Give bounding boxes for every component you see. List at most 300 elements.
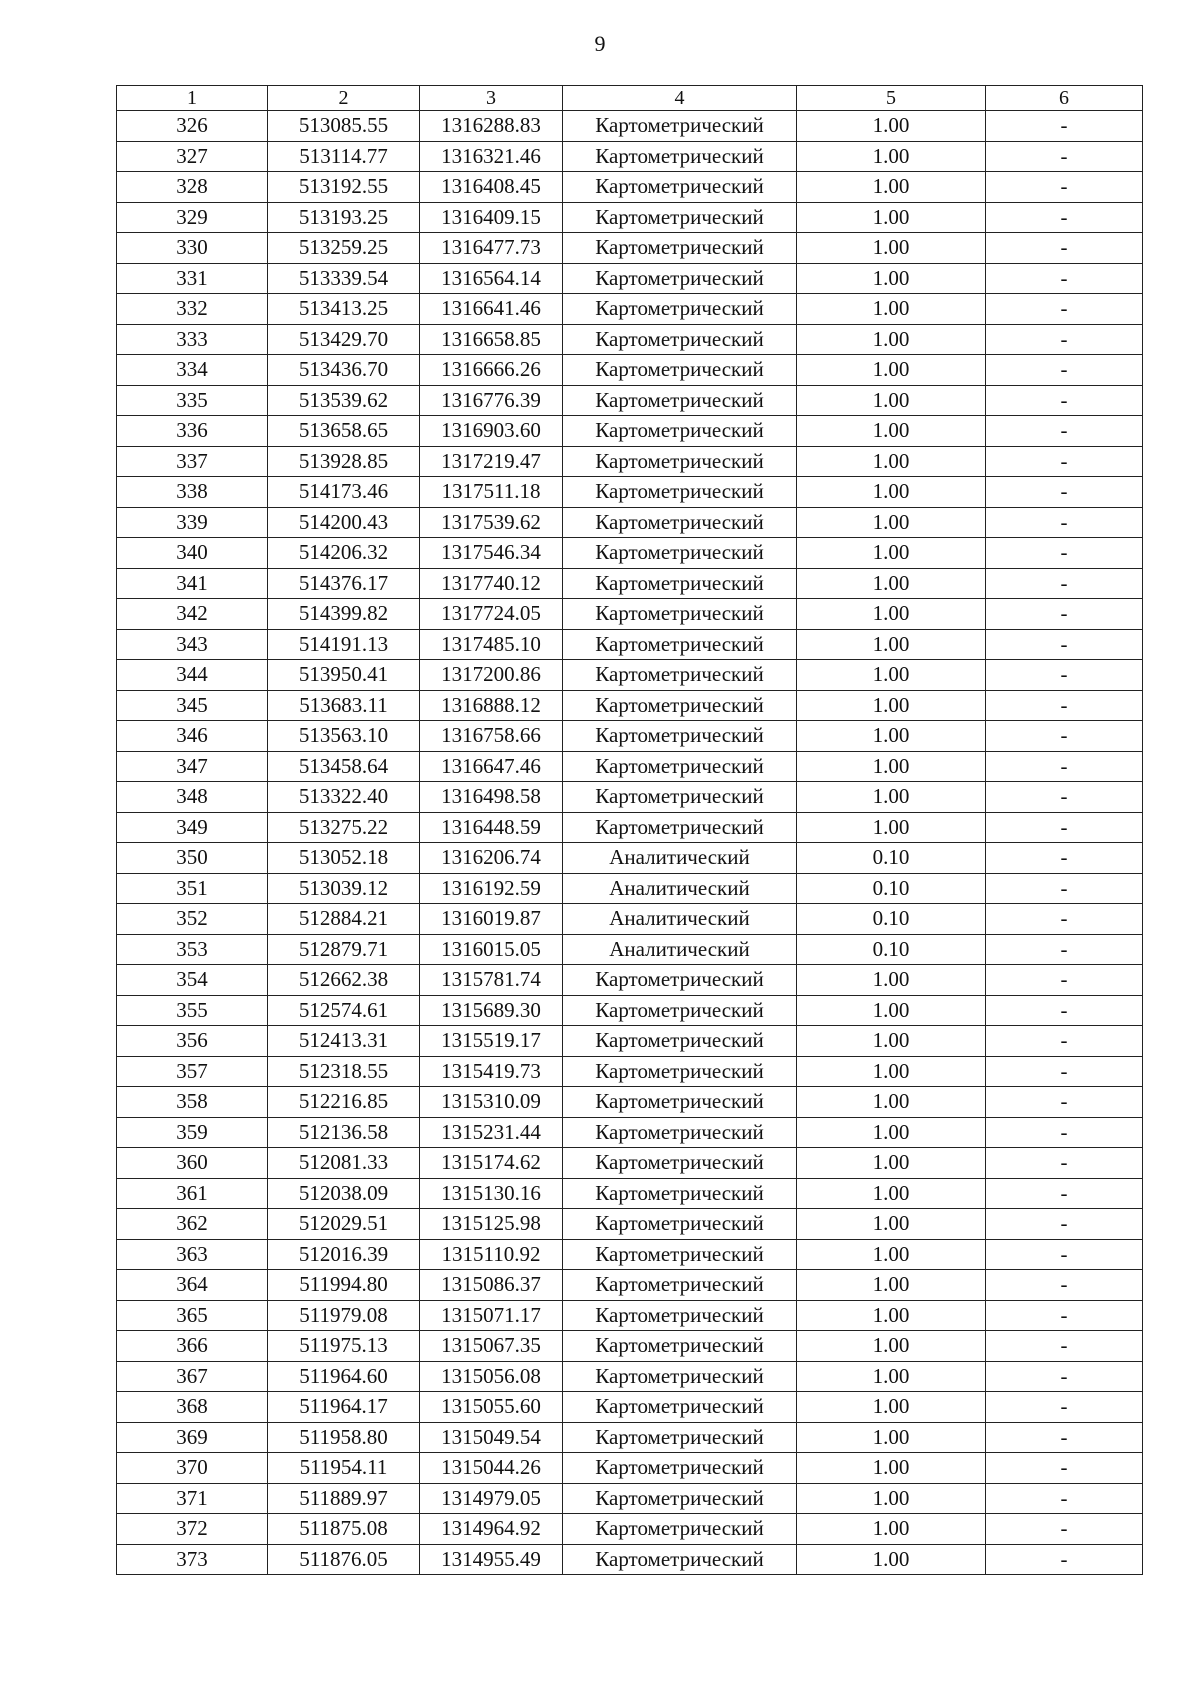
- y-coordinate-cell: 1316321.46: [420, 141, 563, 172]
- method-cell: Картометрический: [563, 507, 797, 538]
- method-cell: Картометрический: [563, 1117, 797, 1148]
- method-cell: Картометрический: [563, 141, 797, 172]
- x-coordinate-cell: 511975.13: [268, 1331, 420, 1362]
- accuracy-cell: 1.00: [797, 1270, 986, 1301]
- y-coordinate-cell: 1316192.59: [420, 873, 563, 904]
- note-cell: -: [986, 1392, 1143, 1423]
- y-coordinate-cell: 1316409.15: [420, 202, 563, 233]
- accuracy-cell: 1.00: [797, 477, 986, 508]
- point-number-cell: 350: [117, 843, 268, 874]
- accuracy-cell: 1.00: [797, 1300, 986, 1331]
- note-cell: -: [986, 263, 1143, 294]
- method-cell: Аналитический: [563, 934, 797, 965]
- point-number-cell: 358: [117, 1087, 268, 1118]
- table-row: [117, 1239, 1143, 1270]
- accuracy-cell: 1.00: [797, 1453, 986, 1484]
- point-number-cell: 361: [117, 1178, 268, 1209]
- coordinates-table: [116, 85, 1143, 1575]
- x-coordinate-cell: 513928.85: [268, 446, 420, 477]
- table-row: [117, 568, 1143, 599]
- header-cell-col-4: 4: [563, 86, 797, 111]
- accuracy-cell: 1.00: [797, 721, 986, 752]
- point-number-cell: 332: [117, 294, 268, 325]
- y-coordinate-cell: 1315781.74: [420, 965, 563, 996]
- accuracy-cell: 1.00: [797, 324, 986, 355]
- point-number-cell: 326: [117, 111, 268, 142]
- method-cell: Картометрический: [563, 294, 797, 325]
- table-row: [117, 751, 1143, 782]
- note-cell: -: [986, 1178, 1143, 1209]
- accuracy-cell: 0.10: [797, 934, 986, 965]
- point-number-cell: 343: [117, 629, 268, 660]
- x-coordinate-cell: 512038.09: [268, 1178, 420, 1209]
- note-cell: -: [986, 1331, 1143, 1362]
- y-coordinate-cell: 1315056.08: [420, 1361, 563, 1392]
- y-coordinate-cell: 1314964.92: [420, 1514, 563, 1545]
- accuracy-cell: 1.00: [797, 141, 986, 172]
- y-coordinate-cell: 1315067.35: [420, 1331, 563, 1362]
- accuracy-cell: 1.00: [797, 660, 986, 691]
- header-cell-col-1: 1: [117, 86, 268, 111]
- point-number-cell: 327: [117, 141, 268, 172]
- accuracy-cell: 1.00: [797, 1514, 986, 1545]
- accuracy-cell: 1.00: [797, 233, 986, 264]
- header-row: [117, 86, 1143, 111]
- accuracy-cell: 0.10: [797, 843, 986, 874]
- note-cell: -: [986, 1361, 1143, 1392]
- method-cell: Картометрический: [563, 568, 797, 599]
- method-cell: Картометрический: [563, 1087, 797, 1118]
- note-cell: -: [986, 1544, 1143, 1575]
- x-coordinate-cell: 514191.13: [268, 629, 420, 660]
- point-number-cell: 347: [117, 751, 268, 782]
- y-coordinate-cell: 1315055.60: [420, 1392, 563, 1423]
- method-cell: Картометрический: [563, 1331, 797, 1362]
- x-coordinate-cell: 511876.05: [268, 1544, 420, 1575]
- accuracy-cell: 1.00: [797, 1209, 986, 1240]
- x-coordinate-cell: 514173.46: [268, 477, 420, 508]
- table-row: [117, 1331, 1143, 1362]
- method-cell: Картометрический: [563, 629, 797, 660]
- accuracy-cell: 1.00: [797, 355, 986, 386]
- method-cell: Картометрический: [563, 599, 797, 630]
- note-cell: -: [986, 782, 1143, 813]
- x-coordinate-cell: 513429.70: [268, 324, 420, 355]
- x-coordinate-cell: 513436.70: [268, 355, 420, 386]
- table-row: [117, 1514, 1143, 1545]
- table-row: [117, 263, 1143, 294]
- point-number-cell: 362: [117, 1209, 268, 1240]
- table-row: [117, 1392, 1143, 1423]
- y-coordinate-cell: 1314979.05: [420, 1483, 563, 1514]
- table-row: [117, 934, 1143, 965]
- note-cell: -: [986, 233, 1143, 264]
- note-cell: -: [986, 751, 1143, 782]
- accuracy-cell: 0.10: [797, 873, 986, 904]
- note-cell: -: [986, 1422, 1143, 1453]
- table-row: [117, 1056, 1143, 1087]
- point-number-cell: 339: [117, 507, 268, 538]
- accuracy-cell: 1.00: [797, 599, 986, 630]
- accuracy-cell: 1.00: [797, 111, 986, 142]
- accuracy-cell: 1.00: [797, 1361, 986, 1392]
- point-number-cell: 356: [117, 1026, 268, 1057]
- table-row: [117, 995, 1143, 1026]
- method-cell: Картометрический: [563, 1422, 797, 1453]
- point-number-cell: 336: [117, 416, 268, 447]
- table-row: [117, 202, 1143, 233]
- note-cell: -: [986, 873, 1143, 904]
- accuracy-cell: 1.00: [797, 1056, 986, 1087]
- x-coordinate-cell: 513114.77: [268, 141, 420, 172]
- accuracy-cell: 1.00: [797, 1483, 986, 1514]
- method-cell: Картометрический: [563, 660, 797, 691]
- point-number-cell: 355: [117, 995, 268, 1026]
- accuracy-cell: 1.00: [797, 1026, 986, 1057]
- table-body: [117, 111, 1143, 1575]
- y-coordinate-cell: 1314955.49: [420, 1544, 563, 1575]
- header-cell-col-3: 3: [420, 86, 563, 111]
- table-row: [117, 1544, 1143, 1575]
- note-cell: -: [986, 202, 1143, 233]
- y-coordinate-cell: 1316408.45: [420, 172, 563, 203]
- y-coordinate-cell: 1315071.17: [420, 1300, 563, 1331]
- x-coordinate-cell: 511954.11: [268, 1453, 420, 1484]
- table-row: [117, 1117, 1143, 1148]
- y-coordinate-cell: 1316448.59: [420, 812, 563, 843]
- table-row: [117, 507, 1143, 538]
- method-cell: Картометрический: [563, 751, 797, 782]
- accuracy-cell: 1.00: [797, 629, 986, 660]
- point-number-cell: 359: [117, 1117, 268, 1148]
- x-coordinate-cell: 514399.82: [268, 599, 420, 630]
- table-row: [117, 1300, 1143, 1331]
- method-cell: Картометрический: [563, 1453, 797, 1484]
- table-row: [117, 385, 1143, 416]
- point-number-cell: 365: [117, 1300, 268, 1331]
- table-row: [117, 782, 1143, 813]
- note-cell: -: [986, 1270, 1143, 1301]
- table-row: [117, 172, 1143, 203]
- table-row: [117, 446, 1143, 477]
- method-cell: Аналитический: [563, 843, 797, 874]
- accuracy-cell: 1.00: [797, 965, 986, 996]
- x-coordinate-cell: 513259.25: [268, 233, 420, 264]
- x-coordinate-cell: 511889.97: [268, 1483, 420, 1514]
- table-row: [117, 904, 1143, 935]
- y-coordinate-cell: 1317200.86: [420, 660, 563, 691]
- point-number-cell: 357: [117, 1056, 268, 1087]
- page-number: 9: [594, 31, 606, 56]
- accuracy-cell: 1.00: [797, 1117, 986, 1148]
- y-coordinate-cell: 1315110.92: [420, 1239, 563, 1270]
- y-coordinate-cell: 1316888.12: [420, 690, 563, 721]
- y-coordinate-cell: 1316658.85: [420, 324, 563, 355]
- table-row: [117, 1270, 1143, 1301]
- x-coordinate-cell: 512081.33: [268, 1148, 420, 1179]
- method-cell: Картометрический: [563, 111, 797, 142]
- note-cell: -: [986, 477, 1143, 508]
- accuracy-cell: 1.00: [797, 172, 986, 203]
- method-cell: Картометрический: [563, 1483, 797, 1514]
- method-cell: Картометрический: [563, 965, 797, 996]
- accuracy-cell: 1.00: [797, 507, 986, 538]
- method-cell: Картометрический: [563, 1178, 797, 1209]
- y-coordinate-cell: 1316498.58: [420, 782, 563, 813]
- note-cell: -: [986, 1453, 1143, 1484]
- method-cell: Картометрический: [563, 416, 797, 447]
- method-cell: Картометрический: [563, 324, 797, 355]
- x-coordinate-cell: 513413.25: [268, 294, 420, 325]
- y-coordinate-cell: 1316903.60: [420, 416, 563, 447]
- x-coordinate-cell: 512136.58: [268, 1117, 420, 1148]
- table-row: [117, 629, 1143, 660]
- method-cell: Картометрический: [563, 385, 797, 416]
- y-coordinate-cell: 1316641.46: [420, 294, 563, 325]
- note-cell: -: [986, 141, 1143, 172]
- y-coordinate-cell: 1315125.98: [420, 1209, 563, 1240]
- y-coordinate-cell: 1316758.66: [420, 721, 563, 752]
- note-cell: -: [986, 1300, 1143, 1331]
- x-coordinate-cell: 514376.17: [268, 568, 420, 599]
- x-coordinate-cell: 511958.80: [268, 1422, 420, 1453]
- note-cell: -: [986, 1026, 1143, 1057]
- point-number-cell: 328: [117, 172, 268, 203]
- accuracy-cell: 1.00: [797, 1392, 986, 1423]
- x-coordinate-cell: 513339.54: [268, 263, 420, 294]
- x-coordinate-cell: 511994.80: [268, 1270, 420, 1301]
- point-number-cell: 351: [117, 873, 268, 904]
- x-coordinate-cell: 514200.43: [268, 507, 420, 538]
- x-coordinate-cell: 513322.40: [268, 782, 420, 813]
- method-cell: Картометрический: [563, 1148, 797, 1179]
- table-row: [117, 294, 1143, 325]
- point-number-cell: 369: [117, 1422, 268, 1453]
- accuracy-cell: 1.00: [797, 1331, 986, 1362]
- y-coordinate-cell: 1315086.37: [420, 1270, 563, 1301]
- point-number-cell: 371: [117, 1483, 268, 1514]
- method-cell: Картометрический: [563, 233, 797, 264]
- x-coordinate-cell: 512016.39: [268, 1239, 420, 1270]
- note-cell: -: [986, 1056, 1143, 1087]
- note-cell: -: [986, 1514, 1143, 1545]
- y-coordinate-cell: 1316019.87: [420, 904, 563, 935]
- x-coordinate-cell: 513950.41: [268, 660, 420, 691]
- note-cell: -: [986, 446, 1143, 477]
- table-row: [117, 233, 1143, 264]
- x-coordinate-cell: 512884.21: [268, 904, 420, 935]
- table-row: [117, 1026, 1143, 1057]
- point-number-cell: 334: [117, 355, 268, 386]
- table-row: [117, 1209, 1143, 1240]
- note-cell: -: [986, 721, 1143, 752]
- note-cell: -: [986, 1483, 1143, 1514]
- note-cell: -: [986, 416, 1143, 447]
- accuracy-cell: 1.00: [797, 1239, 986, 1270]
- note-cell: -: [986, 538, 1143, 569]
- accuracy-cell: 1.00: [797, 782, 986, 813]
- point-number-cell: 354: [117, 965, 268, 996]
- y-coordinate-cell: 1316015.05: [420, 934, 563, 965]
- x-coordinate-cell: 511964.60: [268, 1361, 420, 1392]
- header-cell-col-6: 6: [986, 86, 1143, 111]
- x-coordinate-cell: 513683.11: [268, 690, 420, 721]
- y-coordinate-cell: 1317511.18: [420, 477, 563, 508]
- table-row: [117, 1361, 1143, 1392]
- x-coordinate-cell: 512662.38: [268, 965, 420, 996]
- note-cell: -: [986, 690, 1143, 721]
- accuracy-cell: 1.00: [797, 690, 986, 721]
- point-number-cell: 340: [117, 538, 268, 569]
- note-cell: -: [986, 1087, 1143, 1118]
- point-number-cell: 363: [117, 1239, 268, 1270]
- y-coordinate-cell: 1315419.73: [420, 1056, 563, 1087]
- y-coordinate-cell: 1317539.62: [420, 507, 563, 538]
- table-row: [117, 111, 1143, 142]
- x-coordinate-cell: 511979.08: [268, 1300, 420, 1331]
- accuracy-cell: 1.00: [797, 751, 986, 782]
- point-number-cell: 367: [117, 1361, 268, 1392]
- x-coordinate-cell: 513458.64: [268, 751, 420, 782]
- point-number-cell: 348: [117, 782, 268, 813]
- x-coordinate-cell: 512318.55: [268, 1056, 420, 1087]
- table-row: [117, 690, 1143, 721]
- point-number-cell: 372: [117, 1514, 268, 1545]
- y-coordinate-cell: 1316477.73: [420, 233, 563, 264]
- table-row: [117, 1483, 1143, 1514]
- y-coordinate-cell: 1315519.17: [420, 1026, 563, 1057]
- y-coordinate-cell: 1316776.39: [420, 385, 563, 416]
- note-cell: -: [986, 1148, 1143, 1179]
- table-row: [117, 1453, 1143, 1484]
- y-coordinate-cell: 1317724.05: [420, 599, 563, 630]
- note-cell: -: [986, 599, 1143, 630]
- point-number-cell: 370: [117, 1453, 268, 1484]
- point-number-cell: 333: [117, 324, 268, 355]
- method-cell: Картометрический: [563, 202, 797, 233]
- point-number-cell: 330: [117, 233, 268, 264]
- point-number-cell: 353: [117, 934, 268, 965]
- table-row: [117, 538, 1143, 569]
- table-row: [117, 141, 1143, 172]
- table-row: [117, 873, 1143, 904]
- accuracy-cell: 1.00: [797, 1422, 986, 1453]
- y-coordinate-cell: 1316564.14: [420, 263, 563, 294]
- x-coordinate-cell: 512216.85: [268, 1087, 420, 1118]
- table-row: [117, 1422, 1143, 1453]
- table-row: [117, 1178, 1143, 1209]
- method-cell: Картометрический: [563, 1270, 797, 1301]
- header-cell-col-2: 2: [268, 86, 420, 111]
- table-row: [117, 416, 1143, 447]
- y-coordinate-cell: 1317219.47: [420, 446, 563, 477]
- note-cell: -: [986, 1117, 1143, 1148]
- method-cell: Картометрический: [563, 1026, 797, 1057]
- y-coordinate-cell: 1315174.62: [420, 1148, 563, 1179]
- method-cell: Картометрический: [563, 1239, 797, 1270]
- note-cell: -: [986, 995, 1143, 1026]
- table-header: [117, 86, 1143, 111]
- point-number-cell: 373: [117, 1544, 268, 1575]
- table-row: [117, 477, 1143, 508]
- table-row: [117, 1087, 1143, 1118]
- table-row: [117, 660, 1143, 691]
- accuracy-cell: 1.00: [797, 538, 986, 569]
- method-cell: Картометрический: [563, 355, 797, 386]
- x-coordinate-cell: 513275.22: [268, 812, 420, 843]
- note-cell: -: [986, 965, 1143, 996]
- method-cell: Картометрический: [563, 1209, 797, 1240]
- method-cell: Аналитический: [563, 904, 797, 935]
- x-coordinate-cell: 513193.25: [268, 202, 420, 233]
- accuracy-cell: 1.00: [797, 202, 986, 233]
- accuracy-cell: 0.10: [797, 904, 986, 935]
- y-coordinate-cell: 1317740.12: [420, 568, 563, 599]
- y-coordinate-cell: 1316288.83: [420, 111, 563, 142]
- point-number-cell: 331: [117, 263, 268, 294]
- x-coordinate-cell: 514206.32: [268, 538, 420, 569]
- method-cell: Картометрический: [563, 477, 797, 508]
- header-cell-col-5: 5: [797, 86, 986, 111]
- point-number-cell: 360: [117, 1148, 268, 1179]
- y-coordinate-cell: 1315130.16: [420, 1178, 563, 1209]
- accuracy-cell: 1.00: [797, 1087, 986, 1118]
- note-cell: -: [986, 568, 1143, 599]
- note-cell: -: [986, 324, 1143, 355]
- accuracy-cell: 1.00: [797, 1178, 986, 1209]
- point-number-cell: 335: [117, 385, 268, 416]
- note-cell: -: [986, 660, 1143, 691]
- point-number-cell: 366: [117, 1331, 268, 1362]
- table-row: [117, 721, 1143, 752]
- y-coordinate-cell: 1316206.74: [420, 843, 563, 874]
- method-cell: Картометрический: [563, 782, 797, 813]
- point-number-cell: 342: [117, 599, 268, 630]
- point-number-cell: 329: [117, 202, 268, 233]
- table-row: [117, 355, 1143, 386]
- note-cell: -: [986, 629, 1143, 660]
- x-coordinate-cell: 513052.18: [268, 843, 420, 874]
- accuracy-cell: 1.00: [797, 446, 986, 477]
- method-cell: Картометрический: [563, 1361, 797, 1392]
- point-number-cell: 345: [117, 690, 268, 721]
- table-row: [117, 965, 1143, 996]
- note-cell: -: [986, 385, 1143, 416]
- method-cell: Картометрический: [563, 690, 797, 721]
- accuracy-cell: 1.00: [797, 995, 986, 1026]
- accuracy-cell: 1.00: [797, 812, 986, 843]
- x-coordinate-cell: 512413.31: [268, 1026, 420, 1057]
- x-coordinate-cell: 512574.61: [268, 995, 420, 1026]
- y-coordinate-cell: 1315044.26: [420, 1453, 563, 1484]
- method-cell: Картометрический: [563, 1300, 797, 1331]
- y-coordinate-cell: 1317546.34: [420, 538, 563, 569]
- point-number-cell: 364: [117, 1270, 268, 1301]
- accuracy-cell: 1.00: [797, 1544, 986, 1575]
- note-cell: -: [986, 904, 1143, 935]
- point-number-cell: 337: [117, 446, 268, 477]
- x-coordinate-cell: 513085.55: [268, 111, 420, 142]
- method-cell: Картометрический: [563, 1056, 797, 1087]
- accuracy-cell: 1.00: [797, 416, 986, 447]
- note-cell: -: [986, 1209, 1143, 1240]
- x-coordinate-cell: 513658.65: [268, 416, 420, 447]
- point-number-cell: 341: [117, 568, 268, 599]
- y-coordinate-cell: 1315049.54: [420, 1422, 563, 1453]
- point-number-cell: 344: [117, 660, 268, 691]
- x-coordinate-cell: 511964.17: [268, 1392, 420, 1423]
- note-cell: -: [986, 934, 1143, 965]
